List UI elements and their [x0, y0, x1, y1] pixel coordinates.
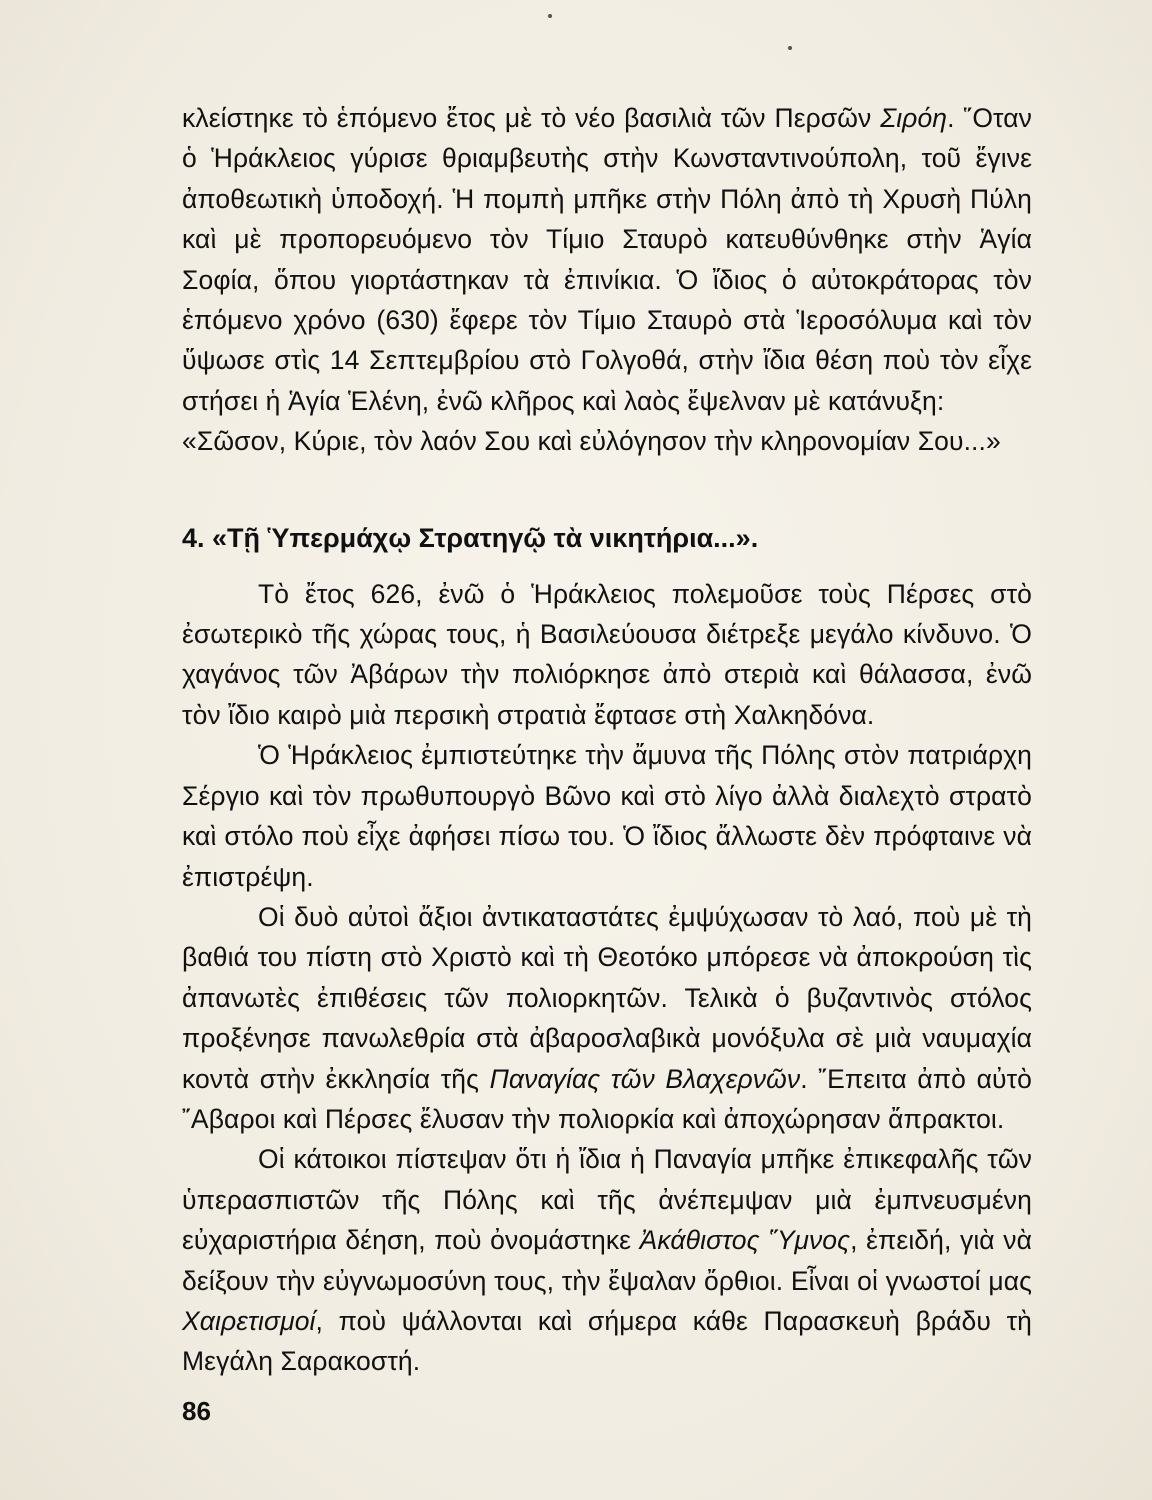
scan-speck — [788, 46, 792, 50]
text-run: Ὁ Ἡράκλειος ἐμπιστεύτηκε τὴν ἄμυνα τῆς Πόλης στὸν πατριάρχη Σέργιο καὶ τὸν πρωθυπουργὸ Βῶνο καὶ στὸ λίγο ἀλλὰ διαλεχτὸ στρατὸ καὶ στόλο ποὺ εἶχε ἀφήσει πίσω του. Ὁ ἴδιος ἄλλωστε δὲν πρόφταινε νὰ ἐπιστρέψη. — [182, 740, 1032, 892]
italic-text: Σιρόη — [880, 103, 948, 133]
paragraph — [182, 98, 1032, 421]
text-run: Οἱ δυὸ αὐτοὶ ἄξιοι ἀντικαταστάτες ἐμψύχωσαν τὸ λαό, ποὺ μὲ τὴ βαθιά του πίστη στὸ Χριστὸ καὶ τὴ Θεοτόκο μπόρεσε νὰ ἀποκρούση τὶς ἀπανωτὲς ἐπιθέσεις τῶν πολιορκητῶν. Τελικὰ ὁ βυζαντινὸς στόλος προξένησε πανωλεθρία στὰ ἀβαροσλαβικὰ μονόξυλα σὲ μιὰ ναυμαχία κοντὰ στὴν ἐκκλησία τῆς — [182, 901, 1032, 1094]
text-run: «Σῶσον, Κύριε, τὸν λαόν Σου καὶ εὐλόγησον τὴν κληρονομίαν Σου...» — [182, 426, 1001, 457]
text-run: , ἐπειδή, γιὰ νὰ δείξουν τὴν εὐγνωμοσύνη τους, τὴν ἔψαλαν ὄρθιοι. Εἶναι οἱ γνωστοί μας — [182, 1225, 1032, 1296]
paragraph — [182, 421, 1032, 461]
italic-text: Χαιρετισμοί — [182, 1305, 316, 1336]
paragraph — [182, 735, 1032, 897]
text-run: κλείστηκε τὸ ἑπόμενο ἔτος μὲ τὸ νέο βασιλιὰ τῶν Περσῶν — [182, 103, 881, 133]
paragraphs-top — [182, 98, 1032, 462]
text-run: Τὸ ἔτος 626, ἐνῶ ὁ Ἡράκλειος πολεμοῦσε τοὺς Πέρσες στὸ ἐσωτερικὸ τῆς χώρας τους, ἡ Βασιλεύουσα διέτρεξε μεγάλο κίνδυνο. Ὁ χαγάνος τῶν Ἀβάρων τὴν πολιόρκησε ἀπὸ στεριὰ καὶ θάλασσα, ἐνῶ τὸν ἴδιο καιρὸ μιὰ περσικὴ στρατιὰ ἔφτασε στὴ Χαλκηδόνα. — [182, 578, 1032, 730]
paragraph — [182, 1139, 1032, 1381]
page-number: 86 — [182, 1396, 211, 1426]
section-heading: 4. «Τῇ Ὑπερμάχῳ Στρατηγῷ τὰ νικητήρια...». — [182, 522, 759, 553]
text-run: . ῞Οταν ὁ Ἡράκλειος γύρισε θριαμβευτὴς στὴν Κωνσταντινούπολη, τοῦ ἔγινε ἀποθεωτικὴ ὑποδοχή. Ἡ πομπὴ μπῆκε στὴν Πόλη ἀπὸ τὴ Χρυσὴ Πύλη καὶ μὲ προπορευόμενο τὸν Τίμιο Σταυρὸ κατευθύνθηκε στὴν Ἁγία Σοφία, ὅπου γιορτάστηκαν τὰ ἐπινίκια. Ὁ ἴδιος ὁ αὐτοκράτορας τὸν ἑπόμενο χρόνο (630) ἔφερε τὸν Τίμιο Σταυρὸ στὰ Ἱεροσόλυμα καὶ τὸν ὕψωσε στὶς 14 Σεπτεμβρίου στὸ Γολγοθά, στὴν ἴδια θέση ποὺ τὸν εἶχε στήσει ἡ Ἁγία Ἑλένη, ἐνῶ κλῆρος καὶ λαὸς ἔψελναν μὲ κατάνυξη: — [182, 103, 1032, 416]
italic-text: Ἀκάθιστος ῞Υμνος — [639, 1225, 851, 1256]
paragraphs-bottom — [182, 574, 1032, 1382]
paragraph — [182, 897, 1032, 1139]
page-body — [182, 98, 1032, 1382]
paragraph — [182, 574, 1032, 736]
scan-speck — [548, 14, 552, 18]
text-run: . ῎Επειτα ἀπὸ αὐτὸ ῎Αβαροι καὶ Πέρσες ἔλυσαν τὴν πολιορκία καὶ ἀποχώρησαν ἄπρακτοι. — [182, 1063, 1032, 1134]
italic-text: Παναγίας τῶν Βλαχερνῶν — [489, 1063, 801, 1094]
text-run: Οἱ κάτοικοι πίστεψαν ὅτι ἡ ἴδια ἡ Παναγία μπῆκε ἐπικεφαλῆς τῶν ὑπερασπιστῶν τῆς Πόλης καὶ τῆς ἀνέπεμψαν μιὰ ἐμπνευσμένη εὐχαριστήρια δέηση, ποὺ ὀνομάστηκε — [182, 1144, 1032, 1256]
text-run: , ποὺ ψάλλονται καὶ σήμερα κάθε Παρασκευὴ βράδυ τὴ Μεγάλη Σαρακοστή. — [182, 1305, 1032, 1377]
